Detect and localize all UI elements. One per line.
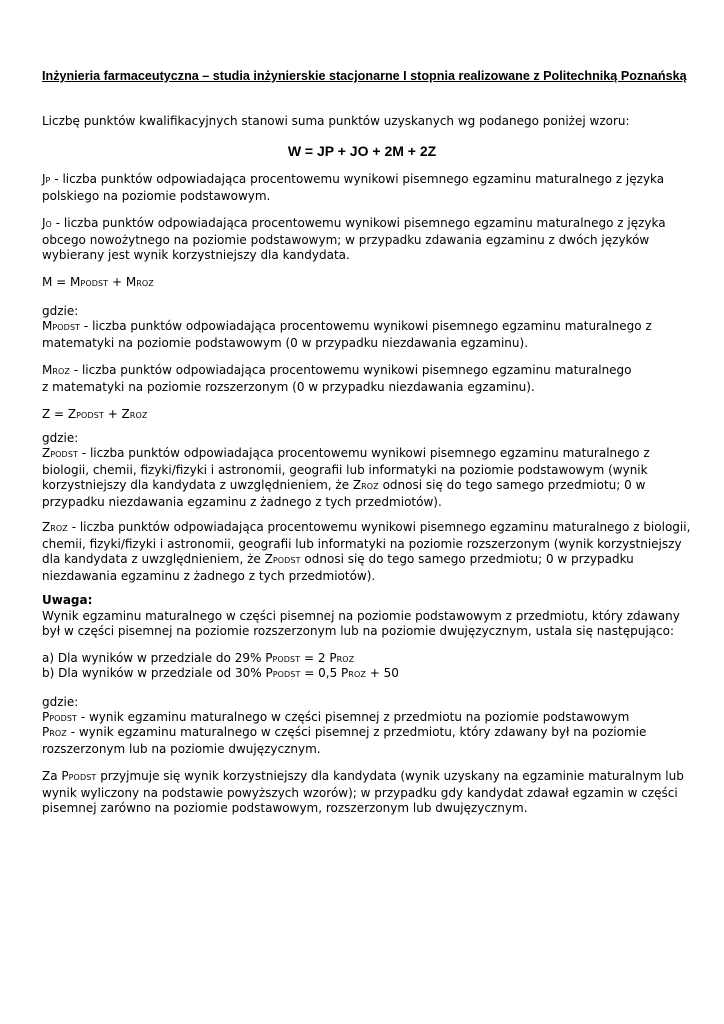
jp-text: - liczba punktów odpowiadająca procentowemu wynikowi pisemnego egzaminu maturalnego z języka polskiego na poziomie podstawowym. (42, 172, 665, 203)
uwaga-note (42, 593, 692, 640)
rule-b-sub-podst: PODST (272, 670, 301, 679)
z-formula (42, 407, 692, 424)
z-formula-sub-roz: ROZ (129, 411, 148, 420)
final-paragraph (42, 769, 692, 817)
rule-b (42, 666, 692, 683)
mroz-definition (42, 363, 692, 395)
uwaga-label: Uwaga: (42, 593, 93, 607)
m-formula-sub-podst: PODST (80, 279, 109, 288)
final-text: przyjmuje się wynik korzystniejszy dla kandydata (wynik uzyskany na egzaminie maturalnym lub wynik wyliczony na podstawie powyższych wzorów); w przypadku gdy kandydat zdawał egzamin w części pisemnej zarówno na poziomie podstawowym, rozszerzonym lub dwujęzycznym. (42, 769, 684, 816)
proz-symbol: P (42, 725, 50, 739)
jp-symbol: J (42, 172, 46, 186)
rule-b-prefix: b) Dla wyników w przedziale od 30% P (42, 666, 273, 680)
m-formula (42, 275, 692, 292)
zroz-symbol: Z (42, 520, 51, 534)
uwaga-text: Wynik egzaminu maturalnego w części pisemnej na poziomie podstawowym z przedmiotu, który zdawany był w części pisemnej na poziomie rozszerzonym lub na poziomie dwujęzycznym, ustala się następująco: (42, 608, 680, 639)
proz-definition (42, 725, 692, 757)
mroz-symbol: M (42, 363, 53, 377)
rule-a-sub-roz: ROZ (336, 655, 355, 664)
final-subscript: PODST (68, 773, 97, 782)
mpodst-definition (42, 319, 692, 351)
jp-definition (42, 172, 692, 204)
zroz-subscript: ROZ (50, 524, 68, 533)
document-title: Inżynieria farmaceutyczna – studia inżynierskie stacjonarne I stopnia realizowane z Politechniką Poznańską (42, 69, 687, 83)
zpodst-definition (42, 446, 692, 510)
gdzie-label-m: gdzie: (42, 304, 79, 318)
rule-a-sub-podst: PODST (272, 655, 301, 664)
jo-text: - liczba punktów odpowiadająca procentowemu wynikowi pisemnego egzaminu maturalnego z języka obcego nowożytnego na poziomie podstawowym; w przypadku zdawania egzaminu z dwóch języków wybierany jest wynik korzystniejszy dla kandydata. (42, 216, 666, 263)
m-formula-lhs: M = M (42, 275, 81, 289)
ppodst-text: - wynik egzaminu maturalnego w części pisemnej z przedmiotu na poziomie podstawowym (77, 710, 630, 724)
mpodst-subscript: PODST (52, 323, 81, 332)
mpodst-symbol: M (42, 319, 53, 333)
jp-subscript: P (45, 176, 51, 185)
zroz-definition (42, 520, 692, 584)
ppodst-subscript: PODST (49, 714, 77, 723)
zroz-text-a: - liczba punktów odpowiadająca procentowemu wynikowi pisemnego egzaminu maturalnego z biologii, chemii, fizyki/fizyki i astronomii, geografii lub informatyki na poziomie rozszerzonym (wynik korzystniejszy dla kandydata z uwzględnieniem, że Z (42, 520, 691, 567)
rule-b-suffix: + 50 (365, 666, 399, 680)
z-formula-sub-podst: PODST (76, 411, 104, 420)
mroz-text-line1: - liczba punktów odpowiadająca procentowemu wynikowi pisemnego egzaminu maturalnego (70, 363, 632, 377)
jo-definition (42, 216, 692, 264)
z-formula-lhs: Z = Z (42, 407, 77, 421)
jo-symbol: J (42, 216, 46, 230)
mroz-subscript: ROZ (52, 367, 70, 376)
zpodst-inline-subscript: ROZ (361, 482, 379, 492)
jo-subscript: O (45, 220, 52, 229)
zpodst-text-b: odnosi się do tego samego przedmiotu; 0 w przypadku niezdawania egzaminu z żadnego z tych przedmiotów). (42, 478, 646, 509)
zroz-text-b: odnosi się do tego samego przedmiotu; 0 w przypadku niezdawania egzaminu z żadnego z tych przedmiotów). (42, 552, 634, 583)
rule-b-sub-roz: ROZ (348, 670, 366, 679)
zpodst-symbol: Z (42, 446, 51, 460)
zroz-inline-subscript: PODST (272, 556, 301, 566)
proz-subscript: ROZ (49, 729, 67, 738)
gdzie-label-z: gdzie: (42, 431, 79, 445)
ppodst-symbol: P (42, 710, 50, 724)
main-formula: W = JP + JO + 2M + 2Z (287, 143, 437, 159)
rule-a-prefix: a) Dla wyników w przedziale do 29% P (42, 651, 273, 665)
mroz-text-line2: z matematyki na poziomie rozszerzonym (0 w przypadku niezdawania egzaminu). (42, 379, 535, 394)
rule-b-mid: = 0,5 P (300, 666, 349, 680)
zpodst-text-a: - liczba punktów odpowiadająca procentowemu wynikowi pisemnego egzaminu maturalnego z biologii, chemii, fizyki/fizyki i astronomii, geografii lub informatyki na poziomie podstawowym (wynik korzystniejszy dla kandydata z uwzględnieniem, że Z (42, 446, 650, 493)
intro-paragraph: Liczbę punktów kwalifikacyjnych stanowi suma punktów uzyskanych wg podanego poniżej wzoru: (42, 114, 630, 128)
m-formula-plus: + M (108, 275, 137, 289)
z-formula-plus: + Z (103, 407, 130, 421)
final-prefix: Za P (42, 769, 69, 783)
gdzie-label-p: gdzie: (42, 695, 79, 709)
mpodst-text: - liczba punktów odpowiadająca procentowemu wynikowi pisemnego egzaminu maturalnego z matematyki na poziomie podstawowym (0 w przypadku niezdawania egzaminu). (42, 319, 652, 350)
rule-a-mid: = 2 P (300, 651, 337, 665)
proz-text: - wynik egzaminu maturalnego w części pisemnej z przedmiotu, który zdawany był na poziomie rozszerzonym lub na poziomie dwujęzycznym. (42, 725, 647, 756)
zpodst-subscript: PODST (50, 450, 78, 459)
m-formula-sub-roz: ROZ (136, 279, 154, 288)
